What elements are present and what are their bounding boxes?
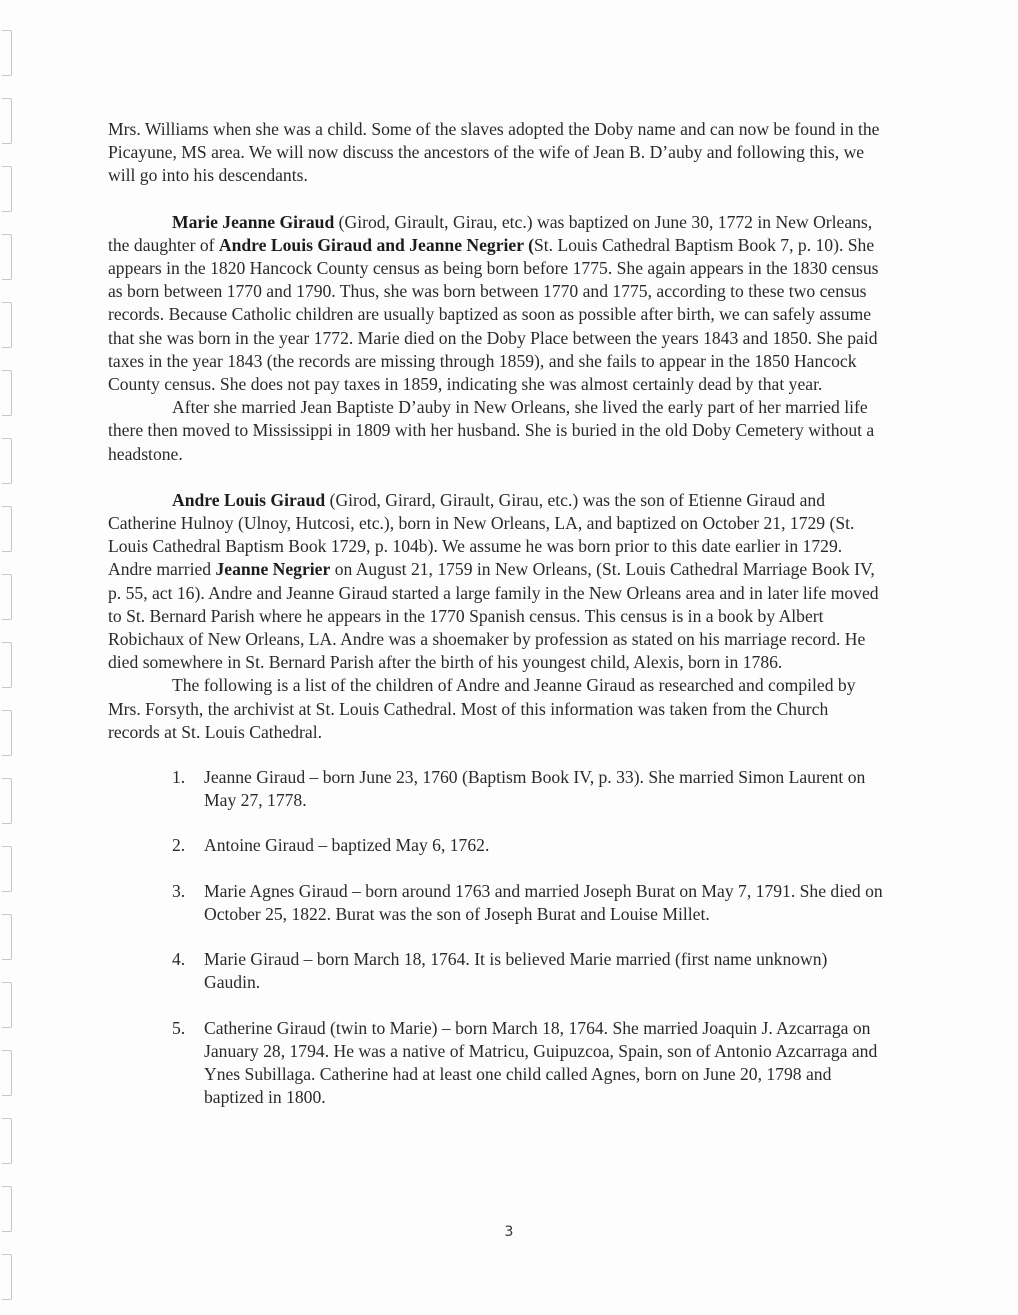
binder-mark [2, 30, 12, 76]
binder-mark [2, 574, 12, 620]
binder-mark [2, 1050, 12, 1096]
andre-text-1: (Girod, Girard, Girault, Girau, etc.) was the son of Etienne Giraud and Catherine Hulnoy (Ulnoy, Hutcosi, etc.), born in New Orleans, LA, and baptized on October 21, 1729 (St. Louis Cathedral Baptism Book 1729, p. 104b). We assume he was born prior to this date earlier in 1729. Andre married [108, 489, 855, 580]
list-item-number: 5. [172, 1017, 186, 1038]
list-item [108, 834, 884, 857]
binder-hole-marks [2, 30, 14, 1290]
andre-spouse: Jeanne Negrier [215, 559, 331, 580]
list-item-text: Marie Giraud – born March 18, 1764. It is believed Marie married (first name unknown) Gaudin. [204, 949, 828, 993]
list-item-number: 1. [172, 767, 186, 788]
binder-mark [2, 1254, 12, 1300]
binder-mark [2, 846, 12, 892]
list-item-number: 2. [172, 835, 186, 856]
binder-mark [2, 982, 12, 1028]
binder-mark [2, 166, 12, 212]
binder-mark [2, 642, 12, 688]
marie-paragraph [108, 211, 884, 397]
intro-paragraph: Mrs. Williams when she was a child. Some of the slaves adopted the Doby name and can now be found in the Picayune, MS area. We will now discuss the ancestors of the wife of Jean B. D’auby and following this, we will go into his descendants. [108, 119, 880, 186]
binder-mark [2, 506, 12, 552]
document-body [108, 118, 884, 1131]
list-item [108, 1017, 884, 1110]
list-item [108, 948, 884, 994]
binder-mark [2, 710, 12, 756]
list-item [108, 766, 884, 812]
binder-mark [2, 438, 12, 484]
list-item [108, 880, 884, 926]
binder-mark [2, 1118, 12, 1164]
marie-parents: Andre Louis Giraud and Jeanne Negrier ( [218, 234, 534, 255]
marie-text-2: St. Louis Cathedral Baptism Book 7, p. 10). She appears in the 1820 Hancock County census as being born before 1775. She again appears in the 1830 census as born between 1770 and 1790. Thus, she was born between 1770 and 1775, according to these two census records. Because Catholic children are usually baptized as soon as possible after birth, we can safely assume that she was born in the year 1772. Marie died on the Doby Place between the years 1843 and 1850. She paid taxes in the year 1843 (the records are missing through 1859), and she fails to appear in the 1850 Hancock County census. She does not pay taxes in 1859, indicating she was almost certainly dead by that year. [108, 234, 879, 395]
marie-text-1: (Girod, Girault, Girau, etc.) was baptized on June 30, 1772 in New Orleans, the daughter of [108, 211, 873, 255]
list-item-number: 4. [172, 949, 186, 970]
list-item-text: Catherine Giraud (twin to Marie) – born March 18, 1764. She married Joaquin J. Azcarraga on January 28, 1794. He was a native of Matricu, Guipuzcoa, Spain, son of Antonio Azcarraga and Ynes Subillaga. Catherine had at least one child called Agnes, born on June 20, 1798 and baptized in 1800. [204, 1017, 878, 1108]
marie-paragraph-2: After she married Jean Baptiste D’auby in New Orleans, she lived the early part of her married life there then moved to Mississippi in 1809 with her husband. She is buried in the old Doby Cemetery without a headstone. [108, 397, 875, 464]
children-list [108, 766, 884, 1109]
andre-name: Andre Louis Giraud [172, 489, 326, 510]
marie-name: Marie Jeanne Giraud [172, 211, 335, 232]
binder-mark [2, 98, 12, 144]
list-item-text: Marie Agnes Giraud – born around 1763 and married Joseph Burat on May 7, 1791. She died on October 25, 1822. Burat was the son of Joseph Burat and Louise Millet. [204, 880, 883, 924]
list-item-text: Antoine Giraud – baptized May 6, 1762. [204, 835, 490, 856]
binder-mark [2, 370, 12, 416]
binder-mark [2, 234, 12, 280]
andre-paragraph [108, 489, 884, 675]
list-item-number: 3. [172, 880, 186, 901]
binder-mark [2, 914, 12, 960]
binder-mark [2, 778, 12, 824]
page-number: 3 [504, 1224, 514, 1240]
andre-paragraph-2: The following is a list of the children of Andre and Jeanne Giraud as researched and compiled by Mrs. Forsyth, the archivist at St. Louis Cathedral. Most of this information was taken from the Church records at St. Louis Cathedral. [108, 675, 856, 742]
list-item-text: Jeanne Giraud – born June 23, 1760 (Baptism Book IV, p. 33). She married Simon Laurent on May 27, 1778. [204, 767, 866, 811]
andre-text-2: on August 21, 1759 in New Orleans, (St. Louis Cathedral Marriage Book IV, p. 55, act 16). Andre and Jeanne Giraud started a large family in the New Orleans area and in later life moved to St. Bernard Parish where he appears in the 1770 Spanish census. This census is in a book by Albert Robichaux of New Orleans, LA. Andre was a shoemaker by profession as stated on his marriage record. He died somewhere in St. Bernard Parish after the birth of his youngest child, Alexis, born in 1786. [108, 559, 879, 673]
binder-mark [2, 302, 12, 348]
